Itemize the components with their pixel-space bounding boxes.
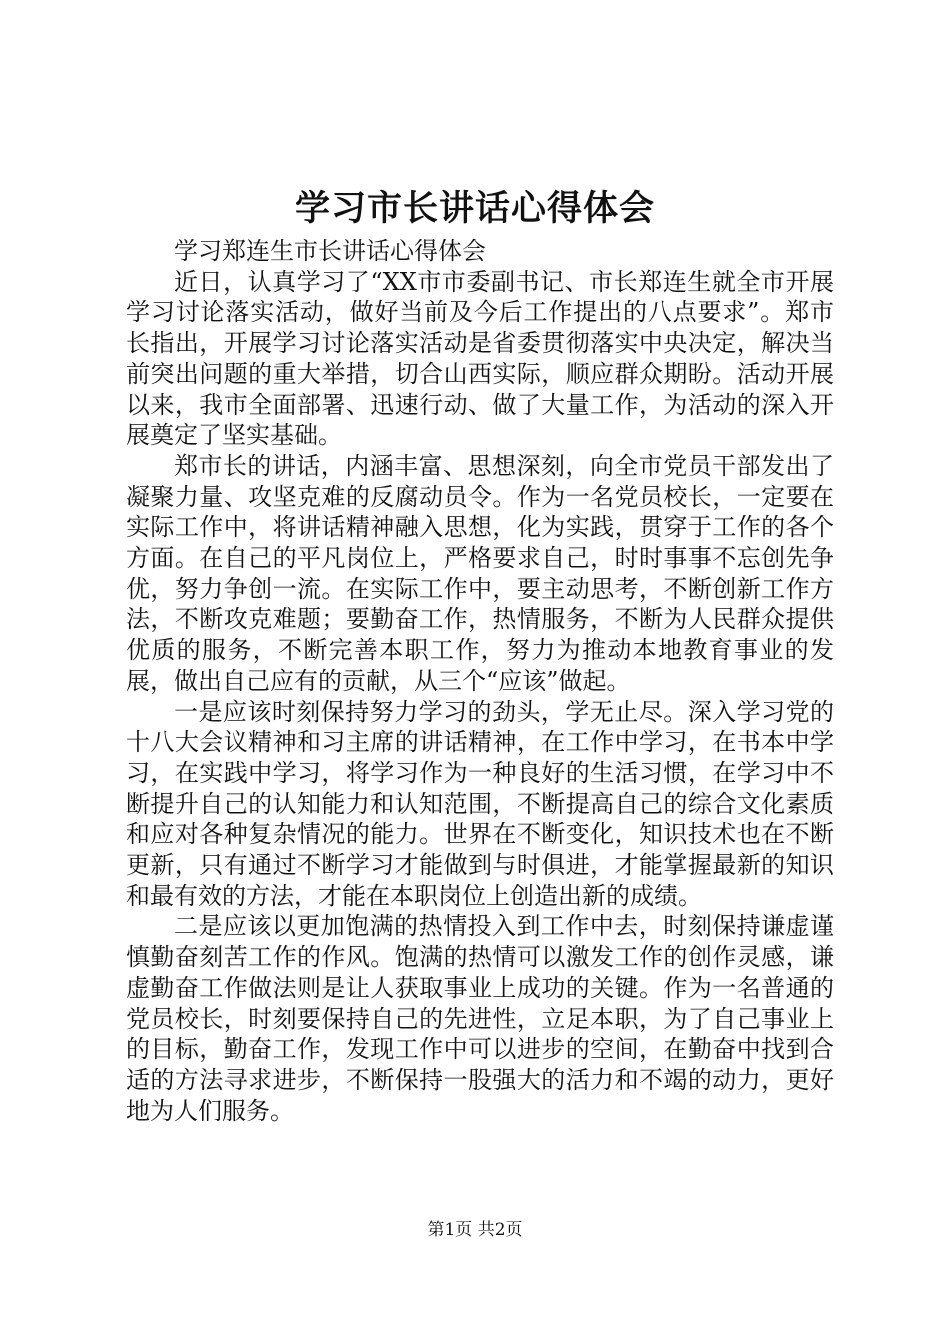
body-paragraph: 一是应该时刻保持努力学习的劲头，学无止尽。深入学习党的十八大会议精神和习主席的讲话精神，在工作中学习，在书本中学习，在实践中学习，将学习作为一种良好的生活习惯，在学习中不断提升自己的认知能力和认知范围，不断提高自己的综合文化素质和应对各种复杂情况的能力。世界在不断变化，知识技术也在不断更新，只有通过不断学习才能做到与时俱进，才能掌握最新的知识和最有效的方法，才能在本职岗位上创造出新的成绩。 bbox=[126, 697, 834, 910]
document-title: 学习市长讲话心得体会 bbox=[294, 189, 655, 229]
body-paragraph: 近日，认真学习了“XX市市委副书记、市长郑连生就全市开展学习讨论落实活动，做好当前及今后工作提出的八点要求”。郑市长指出，开展学习讨论落实活动是省委贯彻落实中央决定，解决当前突出问题的重大举措，切合山西实际，顺应群众期盼。活动开展以来，我市全面部署、迅速行动、做了大量工作，为活动的深入开展奠定了坚实基础。 bbox=[126, 267, 834, 450]
body-paragraph: 二是应该以更加饱满的热情投入到工作中去，时刻保持谦虚谨慎勤奋刻苦工作的作风。饱满的热情可以激发工作的创作灵感，谦虚勤奋工作做法则是让人获取事业上成功的关键。作为一名普通的党员校长，时刻要保持自己的先进性，立足本职，为了自己事业上的目标，勤奋工作，发现工作中可以进步的空间，在勤奋中找到合适的方法寻求进步，不断保持一股强大的活力和不竭的动力，更好地为人们服务。 bbox=[126, 912, 834, 1125]
subtitle-paragraph: 学习郑连生市长讲话心得体会 bbox=[174, 237, 486, 265]
body-paragraph: 郑市长的讲话，内涵丰富、思想深刻，向全市党员干部发出了凝聚力量、攻坚克难的反腐动员令。作为一名党员校长，一定要在实际工作中，将讲话精神融入思想，化为实践，贯穿于工作的各个方面。在自己的平凡岗位上，严格要求自己，时时事事不忘创先争优，努力争创一流。在实际工作中，要主动思考，不断创新工作方法，不断攻克难题；要勤奋工作，热情服务，不断为人民群众提供优质的服务，不断完善本职工作，努力为推动本地教育事业的发展，做出自己应有的贡献，从三个“应该”做起。 bbox=[126, 451, 834, 695]
document-body bbox=[126, 236, 834, 1126]
page-footer: 第1页 共2页 bbox=[427, 1220, 523, 1240]
